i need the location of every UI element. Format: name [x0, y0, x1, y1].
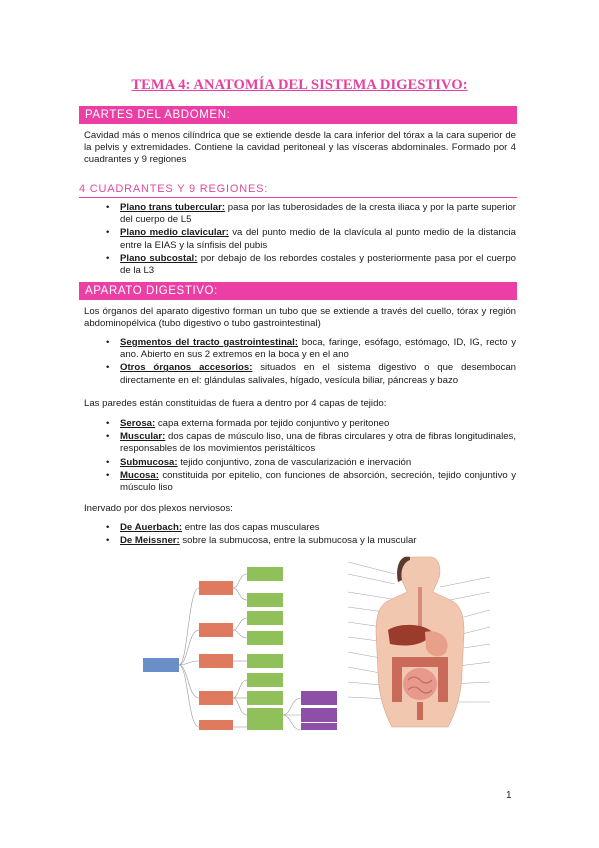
bullet-icon: • [106, 227, 110, 239]
bullet-icon: • [106, 535, 110, 547]
section-heading-cuadrantes: 4 CUADRANTES Y 9 REGIONES: [79, 183, 517, 198]
segments-list [84, 337, 516, 388]
diagram-node-root [143, 658, 179, 672]
list-item-text: va del punto medio de la clavícula al punto medio de la distancia entre la EIAS y la sínfisis del pubis [120, 227, 517, 251]
list-item-term: Segmentos del tracto gastrointestinal: [120, 337, 299, 348]
diagram-node [247, 567, 283, 581]
diagram-node [199, 581, 233, 595]
diagram-node [247, 720, 283, 730]
diagram-node [301, 708, 337, 722]
list-item-term: Submucosa: [120, 456, 178, 468]
diagram-node [247, 593, 283, 607]
page-number: 1 [506, 790, 512, 801]
list-item-text: entre las dos capas musculares [182, 522, 320, 533]
list-item-text: constituida por epitelio, con funciones de absorción, secreción, tejido conjuntivo y músculo liso [120, 469, 516, 494]
diagram-node [247, 673, 283, 687]
section-heading-abdomen: PARTES DEL ABDOMEN: [79, 106, 517, 124]
digestive-system-illustration [340, 552, 500, 742]
diagram-node [247, 691, 283, 705]
diagram-node [247, 654, 283, 668]
cuadrantes-list [84, 202, 516, 278]
list-item [84, 457, 516, 469]
plexus-intro: Inervado por dos plexos nerviosos: [84, 503, 233, 514]
bullet-icon: • [106, 252, 110, 264]
list-item-term: Otros órganos accesorios: [120, 362, 253, 374]
list-item-term: Serosa: [120, 418, 156, 429]
list-item [84, 202, 516, 226]
plexus-list [84, 522, 516, 548]
bullet-icon: • [106, 456, 110, 468]
list-item-term: De Auerbach: [120, 522, 183, 533]
list-item [84, 470, 516, 494]
list-item [84, 227, 516, 251]
diagram-node [199, 654, 233, 668]
diagram-node [301, 723, 337, 730]
layers-list [84, 418, 516, 495]
list-item-term: Plano medio clavicular: [120, 227, 229, 239]
digestive-concept-map [143, 560, 343, 730]
list-item-text: pasa por las tuberosidades de la cresta iliaca y por la parte superior del cuerpo de L5 [120, 202, 516, 226]
list-item-text: tejido conjuntivo, zona de vascularización e inervación [177, 456, 412, 468]
list-item-text: capa externa formada por tejido conjuntivo y peritoneo [155, 418, 390, 429]
bullet-icon: • [106, 337, 110, 348]
list-item-text: dos capas de músculo liso, una de fibras circulares y otra de fibras longitudinales, responsables de los movimientos peristálticos [120, 431, 516, 455]
list-item-term: Plano trans tubercular: [120, 202, 226, 213]
list-item [84, 431, 516, 455]
list-item [84, 362, 516, 386]
bullet-icon: • [106, 418, 110, 429]
bullet-icon: • [106, 522, 110, 533]
aparato-intro: Los órganos del aparato digestivo forman un tubo que se extiende a través del cuello, tórax y región abdominopélvica (tubo digestivo o tubo gastrointestinal) [84, 306, 516, 330]
layers-intro: Las paredes están constituidas de fuera a dentro por 4 capas de tejido: [84, 398, 387, 409]
list-item-text: boca, faringe, esófago, estómago, ID, IG, recto y ano. Abierto en sus 2 extremos en la boca y en el ano [120, 337, 516, 361]
list-item [84, 253, 516, 277]
list-item-term: Muscular: [120, 431, 166, 443]
bullet-icon: • [106, 469, 110, 481]
section-heading-aparato: APARATO DIGESTIVO: [79, 282, 517, 300]
bullet-icon: • [106, 362, 110, 374]
diagram-node [199, 720, 233, 730]
list-item-text: por debajo de los rebordes costales y posteriormente pasa por el cuerpo de la L3 [120, 252, 516, 277]
list-item-term: Plano subcostal: [120, 252, 198, 264]
list-item [84, 535, 516, 547]
list-item [84, 418, 516, 430]
diagram-node [247, 631, 283, 645]
list-item-text: situados en el sistema digestivo o que desembocan directamente en el: glándulas salivales, hígado, vesícula biliar, páncreas y bazo [120, 362, 517, 386]
list-item [84, 337, 516, 361]
abdomen-paragraph: Cavidad más o menos cilíndrica que se extiende desde la cara inferior del tórax a la cara superior de la pelvis y extremidades. Contiene la cavidad peritoneal y las vísceras abdominales. Formado por 4 cuadrantes y 9 regiones [84, 130, 516, 166]
list-item [84, 522, 516, 534]
page-title: TEMA 4: ANATOMÍA DEL SISTEMA DIGESTIVO: [131, 77, 468, 93]
diagram-node [247, 611, 283, 625]
diagram-node [199, 623, 233, 637]
bullet-icon: • [106, 431, 110, 443]
bullet-icon: • [106, 202, 110, 213]
list-item-term: De Meissner: [120, 535, 180, 547]
diagram-node [247, 708, 283, 722]
diagram-node [199, 691, 233, 705]
list-item-term: Mucosa: [120, 469, 159, 481]
list-item-text: sobre la submucosa, entre la submucosa y la muscular [179, 535, 417, 547]
diagram-node [301, 691, 337, 705]
